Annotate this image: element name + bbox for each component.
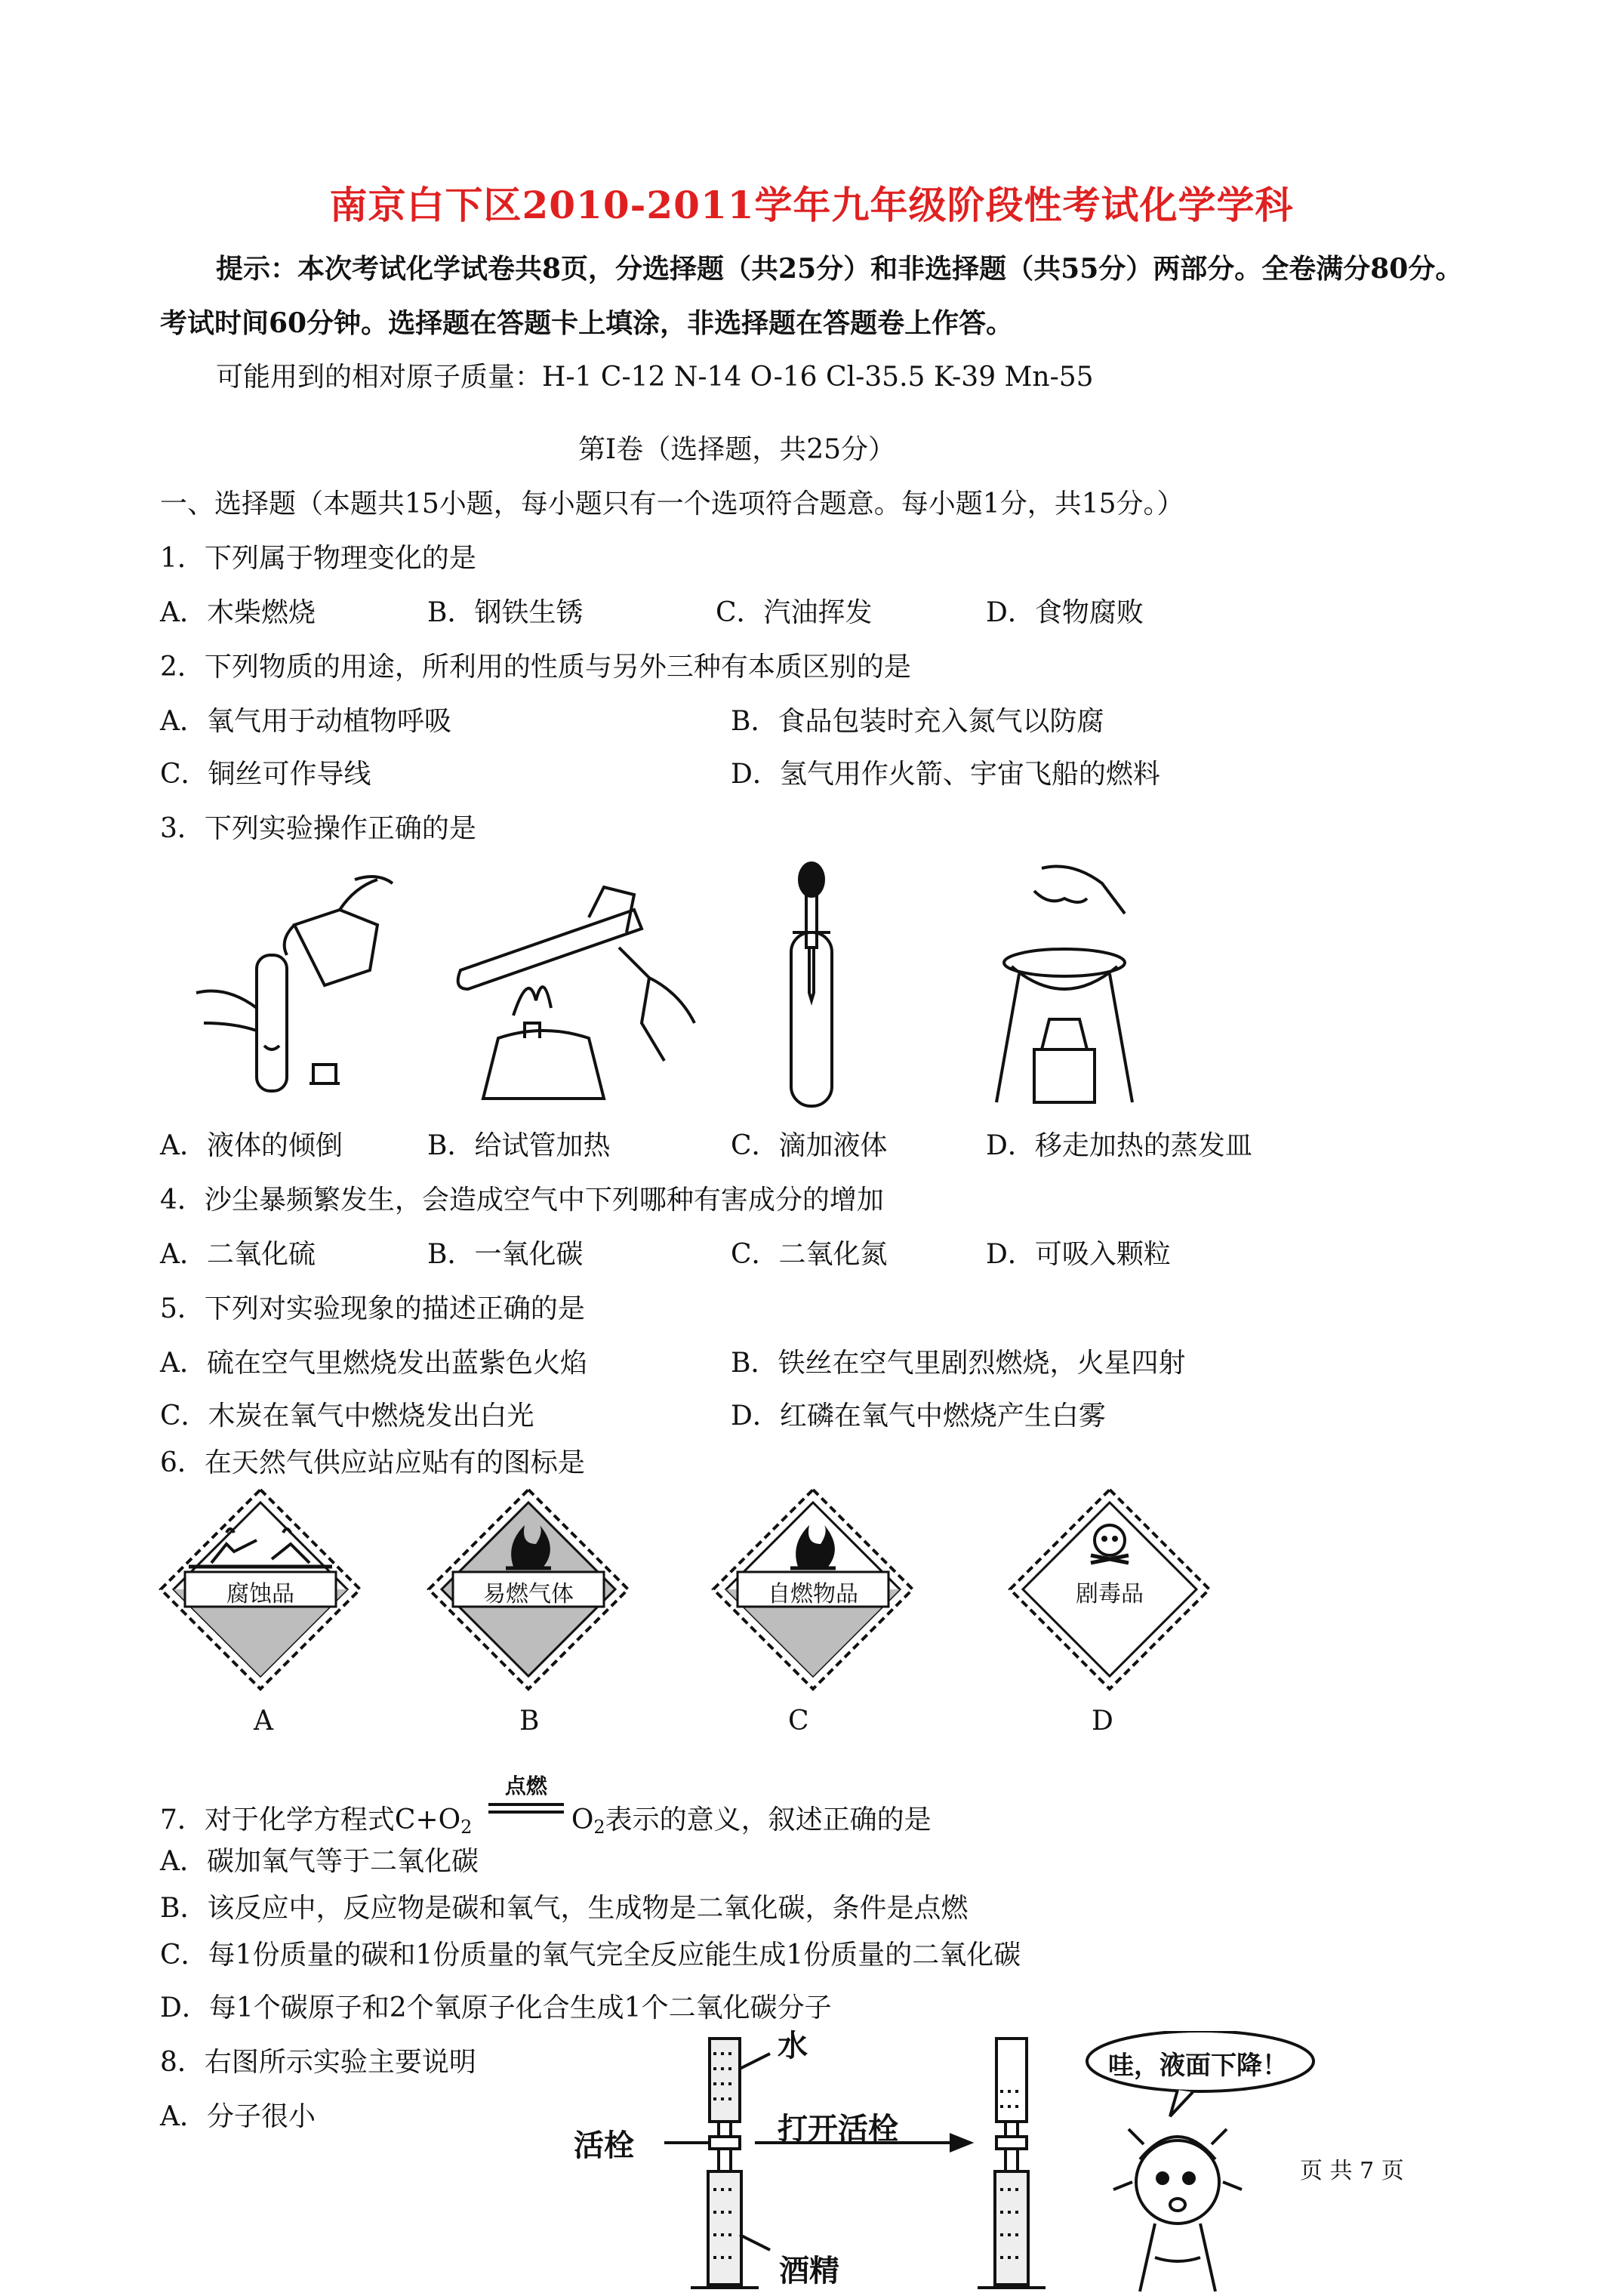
q4-option-b: B．一氧化碳 <box>427 1239 584 1270</box>
question-4-stem: 4．沙尘暴频繁发生，会造成空气中下列哪种有害成分的增加 <box>160 1185 884 1216</box>
label-stopcock: 活栓 <box>574 2128 634 2163</box>
figure-evaporating-dish <box>989 861 1140 1117</box>
atomic-mass-line: 可能用到的相对原子质量：H-1 C-12 N-14 O-16 Cl-35.5 K-39 Mn-55 <box>216 362 1094 393</box>
sign-label-flammable-gas: 易燃气体 <box>483 1581 574 1607</box>
q2-option-a: A．氧气用于动植物呼吸 <box>160 706 451 737</box>
q2-option-b: B．食品包装时充入氮气以防腐 <box>731 706 1104 737</box>
q7-stem-after: 表示的意义，叙述正确的是 <box>605 1804 932 1835</box>
hazard-sign-toxic <box>1008 1487 1212 1691</box>
question-5-stem: 5．下列对实验现象的描述正确的是 <box>160 1293 585 1324</box>
figure-liquid-pouring <box>181 864 400 1114</box>
hazard-sign-corrosive <box>159 1487 362 1691</box>
sign-label-corrosive: 腐蚀品 <box>226 1581 294 1607</box>
q1-option-a: A．木柴燃烧 <box>160 597 316 628</box>
q3-option-c: C．滴加液体 <box>731 1130 888 1161</box>
label-open-stopcock: 打开活栓 <box>778 2112 898 2147</box>
label-water: 水 <box>778 2029 808 2063</box>
q7-option-c: C．每1份质量的碳和1份质量的氧气完全反应能生成1份质量的二氧化碳 <box>160 1940 1021 1971</box>
q5-option-c: C．木炭在氧气中燃烧发出白光 <box>160 1401 534 1432</box>
sign-letter-d: D <box>1092 1706 1113 1737</box>
q1-option-b: B．钢铁生锈 <box>427 597 584 628</box>
sign-label-spontaneous-combustion: 自燃物品 <box>768 1581 858 1607</box>
hazard-sign-spontaneous-combustion <box>711 1487 915 1691</box>
label-alcohol: 酒精 <box>779 2254 839 2288</box>
q7-option-d: D．每1个碳原子和2个氧原子化合生成1个二氧化碳分子 <box>160 1992 832 2023</box>
arrow-line-bottom <box>488 1811 564 1814</box>
q7-stem-after-main: O <box>571 1804 594 1835</box>
q3-option-a: A．液体的倾倒 <box>160 1130 343 1161</box>
q7-stem-sub: 2 <box>460 1817 473 1838</box>
q3-option-d: D．移走加热的蒸发皿 <box>986 1130 1252 1161</box>
q5-option-d: D．红磷在氧气中燃烧产生白雾 <box>731 1401 1106 1432</box>
figure-dropping-liquid <box>770 857 853 1114</box>
q7-option-a: A．碳加氧气等于二氧化碳 <box>160 1846 479 1877</box>
q4-option-a: A．二氧化硫 <box>160 1239 316 1270</box>
speech-bubble-text: 哇，液面下降！ <box>1108 2051 1288 2081</box>
q8-option-a: A．分子很小 <box>160 2101 316 2132</box>
arrow-line-top <box>488 1803 564 1806</box>
question-8-stem: 8．右图所示实验主要说明 <box>160 2047 476 2078</box>
q7-stem-before: 7．对于化学方程式C+O <box>160 1804 461 1835</box>
question-3-stem: 3．下列实验操作正确的是 <box>160 813 476 844</box>
q2-option-c: C．铜丝可作导线 <box>160 759 371 790</box>
sign-letter-c: C <box>788 1706 809 1737</box>
q7-option-b: B．该反应中，反应物是碳和氧气，生成物是二氧化碳，条件是点燃 <box>160 1893 969 1924</box>
part-heading: 一、选择题（本题共15小题，每小题只有一个选项符合题意。每小题1分，共15分。） <box>160 488 1184 519</box>
q3-option-b: B．给试管加热 <box>427 1130 611 1161</box>
section-title: 第Ⅰ卷（选择题，共25分） <box>578 434 896 465</box>
question-1-stem: 1．下列属于物理变化的是 <box>160 543 476 574</box>
reaction-arrow <box>488 1774 564 1829</box>
question-6-stem: 6．在天然气供应站应贴有的图标是 <box>160 1447 585 1478</box>
sign-letter-b: B <box>519 1706 540 1737</box>
question-7-stem <box>160 1774 932 1838</box>
question-2-stem: 2．下列物质的用途，所利用的性质与另外三种有本质区别的是 <box>160 652 911 683</box>
page-title: 南京白下区2010-2011学年九年级阶段性考试化学学科 <box>329 183 1294 227</box>
q1-option-d: D．食物腐败 <box>986 597 1144 628</box>
sign-label-toxic: 剧毒品 <box>1076 1581 1144 1607</box>
sign-letter-a: A <box>254 1706 273 1737</box>
figure-water-alcohol-mixing <box>559 2031 1351 2296</box>
q4-option-d: D．可吸入颗粒 <box>986 1239 1171 1270</box>
hazard-sign-flammable-gas <box>427 1487 630 1691</box>
notice-line-2: 考试时间60分钟。选择题在答题卡上填涂，非选择题在答题卷上作答。 <box>160 307 1014 339</box>
q5-option-b: B．铁丝在空气里剧烈燃烧，火星四射 <box>731 1348 1186 1379</box>
q7-stem-after-sub: 2 <box>593 1817 605 1838</box>
page-footer: 页 共 7 页 <box>1297 2152 1407 2185</box>
reaction-condition: 点燃 <box>504 1774 547 1798</box>
q5-option-a: A．硫在空气里燃烧发出蓝紫色火焰 <box>160 1348 587 1379</box>
notice-line-1: 提示：本次考试化学试卷共8页，分选择题（共25分）和非选择题（共55分）两部分。全卷满分80分。 <box>216 253 1463 285</box>
q4-option-c: C．二氧化氮 <box>731 1239 888 1270</box>
figure-heating-test-tube <box>438 864 710 1114</box>
q1-option-c: C．汽油挥发 <box>716 597 873 628</box>
q2-option-d: D．氢气用作火箭、宇宙飞船的燃料 <box>731 759 1160 790</box>
